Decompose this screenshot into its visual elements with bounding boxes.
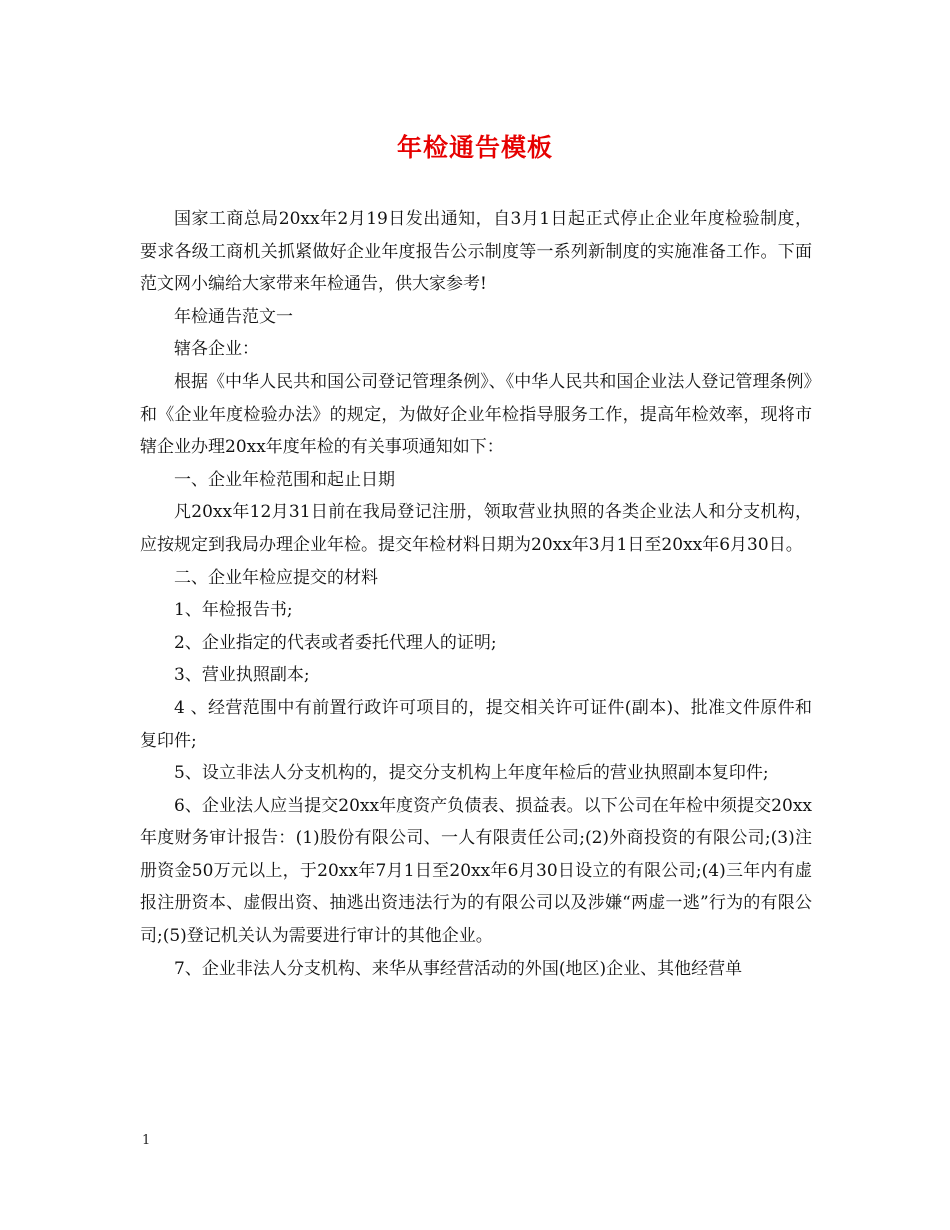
paragraph-intro: 国家工商总局20xx年2月19日发出通知，自3月1日起正式停止企业年度检验制度，要求各级工商机关抓紧做好企业年度报告公示制度等一系列新制度的实施准备工作。下面范文网小编给大家带来年检通告，供大家参考! <box>140 209 812 295</box>
paragraph-salutation: 辖各企业： <box>174 339 259 360</box>
page-number: 1 <box>142 1133 151 1148</box>
paragraph-basis: 根据《中华人民共和国公司登记管理条例》、《中华人民共和国企业法人登记管理条例》和《企业年度检验办法》的规定，为做好企业年检指导服务工作，提高年检效率，现将市辖企业办理20xx年度年检的有关事项通知如下： <box>140 371 812 458</box>
list-item: 5、设立非法人分支机构的，提交分支机构上年度年检后的营业执照副本复印件; <box>174 763 769 784</box>
list-item: 7、企业非法人分支机构、来华从事经营活动的外国(地区)企业、其他经营单 <box>174 958 743 979</box>
document-body <box>140 203 812 985</box>
document-title: 年检通告模板 <box>396 133 553 162</box>
paragraph-sample-heading: 年检通告范文一 <box>174 306 293 327</box>
list-item: 4 、经营范围中有前置行政许可项目的，提交相关许可证件(副本)、批准文件原件和复印件; <box>140 697 812 751</box>
list-item: 3、营业执照副本; <box>174 665 310 686</box>
section-heading-scope: 一、企业年检范围和起止日期 <box>174 469 395 490</box>
section-heading-materials: 二、企业年检应提交的材料 <box>174 567 378 588</box>
list-item: 1、年检报告书; <box>174 600 293 621</box>
list-item: 6、企业法人应当提交20xx年度资产负债表、损益表。以下公司在年检中须提交20xx年度财务审计报告：(1)股份有限公司、一人有限责任公司;(2)外商投资的有限公司;(3)注册资金50万元以上，于20xx年7月1日至20xx年6月30日设立的有限公司;(4)三年内有虚报注册资本、虚假出资、抽逃出资违法行为的有限公司以及涉嫌“两虚一逃”行为的有限公司;(5)登记机关认为需要进行审计的其他企业。 <box>140 795 812 947</box>
paragraph-scope: 凡20xx年12月31日前在我局登记注册，领取营业执照的各类企业法人和分支机构，应按规定到我局办理企业年检。提交年检材料日期为20xx年3月1日至20xx年6月30日。 <box>140 502 812 555</box>
list-item: 2、企业指定的代表或者委托代理人的证明; <box>174 632 497 653</box>
